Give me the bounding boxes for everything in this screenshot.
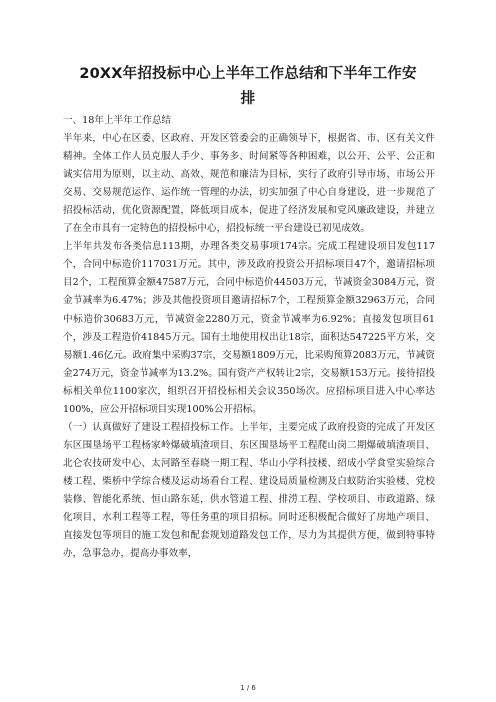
section-heading: 一、18年上半年工作总结 (63, 115, 172, 126)
paragraph-statistics: 上半年共发布各类信息113期，办理各类交易事项174宗。完成工程建设项目发包117个，合同中标造价117031万元。其中，涉及政府投资公开招标项目47个，邀请招标项目2个，工程预算金额47587万元，合同中标造价44503万元，节减资金3084万元，资金节减率为6.47%；涉及其他投资项目邀请招标7个，工程预算金额32963万元，合同中标造价30683万元，节减资金2280万元，资金节减率为6.92%；直接发包项目61个，涉及工程造价41845万元。国有土地使用权出让18宗，面积达547225平方米，交易额1.46亿元。政府集中采购37宗，交易额1809万元，比采购预算2083万元，节减资金274万元，资金节减率为13.2%。国有资产产权转让2宗，交易额153万元。接待招投标相关单位1100家次，组织召开招投标相关会议350场次。应招标项目进入中心率达100%，应公开招标项目实现100%公开招标。 (63, 241, 435, 415)
paragraph-overview: 半年来，中心在区委、区政府、开发区管委会的正确领导下，根据省、市、区有关文件精神。全体工作人员克服人手少、事务多、时间紧等各种困难，以公开、公平、公正和诚实信用为原则，以主动、高效、规范和廉洁为目标，实行了政府引导市场、市场公开交易、交易规范运作、运作统一管理的办法，切实加强了中心自身建设，进一步规范了招投标活动，优化资源配置，降低项目成本，促进了经济发展和党风廉政建设，并建立了在全市具有一定特色的招投标中心，招投标统一平台建设已初见成效。 (63, 133, 435, 235)
document-body (63, 112, 435, 563)
document-title-line-2: 排 (240, 91, 256, 107)
document-title-line-1: 20XX年招投标中心上半年工作总结和下半年工作安 (79, 66, 417, 82)
paragraph-construction-bidding: （一）认真做好了建设工程招投标工作。上半年，主要完成了政府投资的完成了开发区东区围垦场平工程杨家岭爆破填渣项目、东区围垦场平工程爬山岗二期爆破填渣项目、北仑农技研发中心、太河路至春晓一期工程、华山小学科技楼、绍成小学食堂实验综合楼工程、柴桥中学综合楼及运动场看台工程、建设局质量检测及白蚁防治实验楼、党校装修、智能化系统、恒山路东延，供水管道工程、排涝工程、学校项目、市政道路、绿化项目、水利工程等工程，等任务重的项目招标。同时还积极配合做好了房地产项目、直接发包等项目的施工发包和配套规划道路发包工作，尽力为其提供方便，做到特事特办，急事急办，提高办事效率， (63, 421, 435, 560)
page-indicator: 1 / 6 (240, 684, 256, 692)
